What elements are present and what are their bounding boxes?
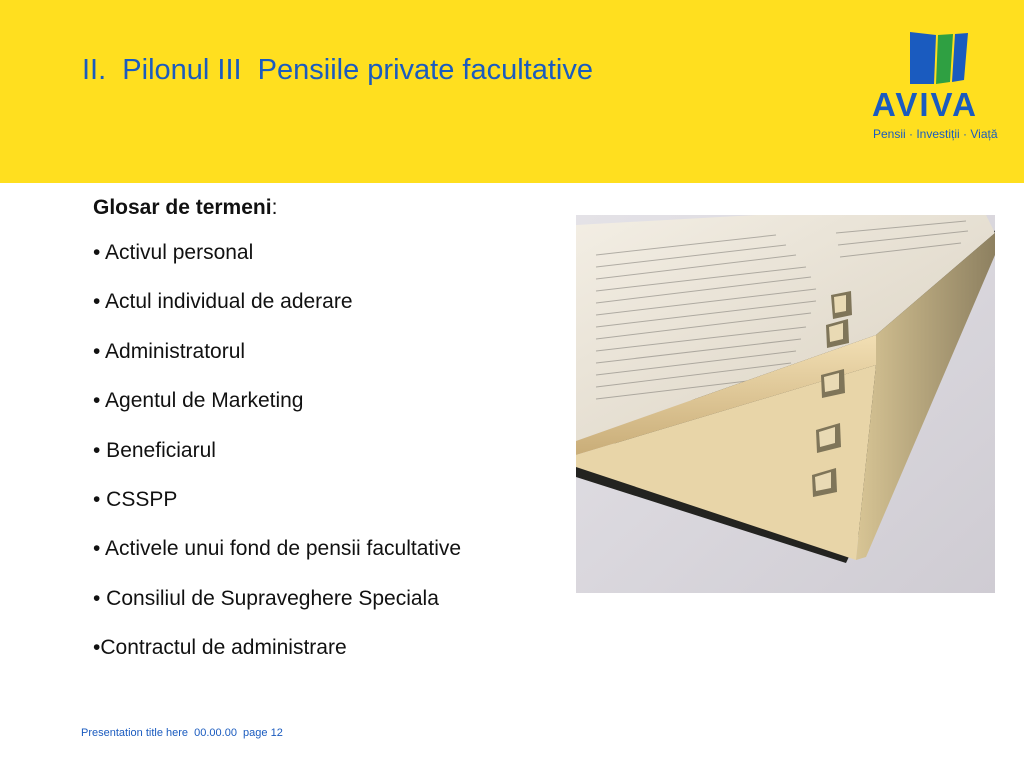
- glossary-term: • Beneficiarul: [93, 438, 216, 462]
- glossary-term: • CSSPP: [93, 487, 178, 511]
- glossary-term: • Consiliul de Supraveghere Speciala: [93, 586, 439, 610]
- glossary-heading-text: Glosar de termeni: [93, 196, 272, 219]
- glossary-heading-colon: :: [271, 196, 278, 219]
- glossary-term: • Activele unui fond de pensii facultative: [93, 537, 462, 561]
- aviva-logo: [868, 30, 1008, 150]
- slide-title: II. Pilonul III Pensiile private facultative: [82, 54, 593, 86]
- aviva-wordmark: AVIVA: [872, 86, 978, 123]
- glossary-term: • Administratorul: [93, 339, 246, 363]
- aviva-tagline: Pensii · Investiții · Viață: [873, 127, 998, 141]
- glossary-term: • Agentul de Marketing: [93, 389, 304, 413]
- glossary-term-list: [93, 240, 563, 685]
- glossary-term: • Actul individual de aderare: [93, 290, 353, 314]
- aviva-logo-mark-icon: [910, 30, 968, 84]
- glossary-term: •Contractul de administrare: [93, 636, 347, 660]
- dictionary-photo: [576, 215, 995, 593]
- glossary-section: [93, 195, 563, 685]
- glossary-heading: [93, 195, 563, 220]
- footer-text: Presentation title here 00.00.00 page 12: [81, 727, 283, 739]
- glossary-term: • Activul personal: [93, 241, 254, 264]
